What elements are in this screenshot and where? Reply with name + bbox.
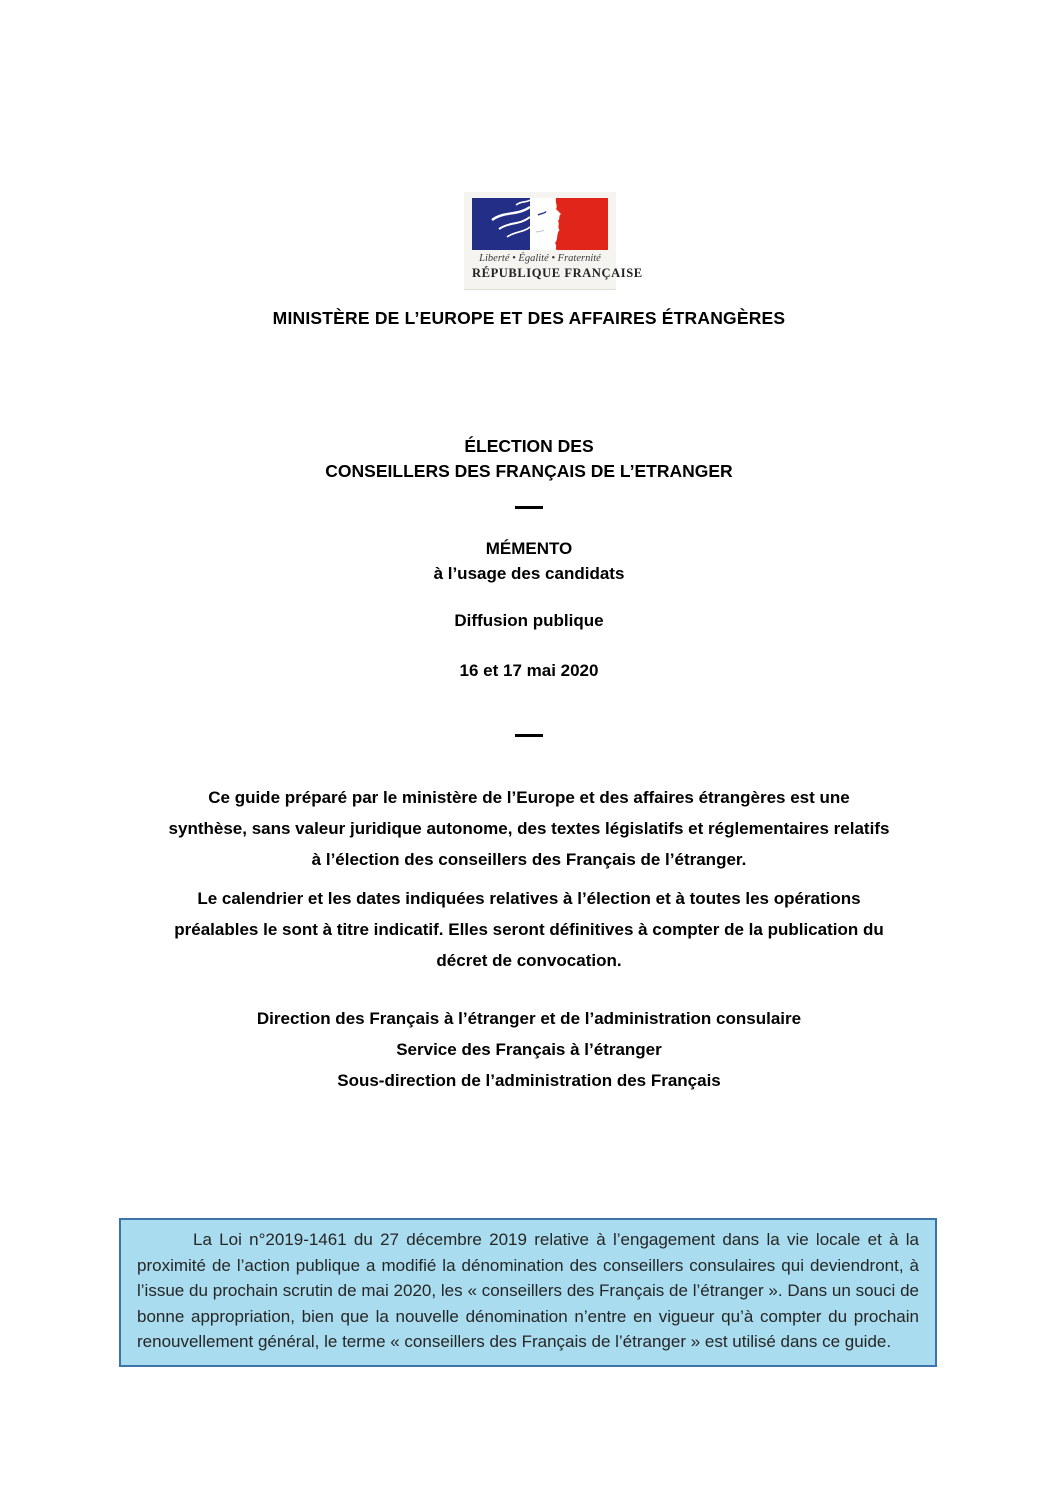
election-date: 16 et 17 mai 2020 <box>459 661 599 680</box>
intro-paragraph-1-line-2: synthèse, sans valeur juridique autonome, des textes législatifs et réglementaires relatifs <box>168 819 890 838</box>
notice-text: La Loi n°2019-1461 du 27 décembre 2019 relative à l’engagement dans la vie locale et à la proximité de l’action publique a modifié la dénomination des conseillers consulaires qui deviendront, à l’issue du prochain scrutin de mai 2020, les « conseillers des Français de l’étranger ». Dans un souci de bonne appropriation, bien que la nouvelle dénomination n’entre en vigueur qu’à compter du prochain renouvellement général, le terme « conseillers des Français de l’étranger » est utilisé dans ce guide. <box>137 1230 919 1351</box>
diffusion-label: Diffusion publique <box>454 611 604 630</box>
election-title <box>0 434 1058 484</box>
intro-paragraph-1-line-3: à l’élection des conseillers des Français de l’étranger. <box>311 850 747 869</box>
logo-republic-name: RÉPUBLIQUE FRANÇAISE <box>472 266 643 280</box>
direction-line-2: Service des Français à l’étranger <box>396 1040 662 1059</box>
memento-block <box>0 536 1058 586</box>
election-title-line1: ÉLECTION DES <box>464 436 594 456</box>
ministry-title: MINISTÈRE DE L’EUROPE ET DES AFFAIRES ÉTRANGÈRES <box>272 308 786 328</box>
intro-paragraph-1-line-1: Ce guide préparé par le ministère de l’Europe et des affaires étrangères est une <box>208 788 850 807</box>
memento-subtitle: à l’usage des candidats <box>433 564 625 583</box>
intro-paragraph-2-line-1: Le calendrier et les dates indiquées relatives à l’élection et à toutes les opérations <box>197 889 861 908</box>
intro-paragraph-2-line-2: préalables le sont à titre indicatif. Elles seront définitives à compter de la publication du <box>174 920 884 939</box>
marianne-flag-icon <box>472 198 608 250</box>
intro-paragraph-2-line-3: décret de convocation. <box>436 951 622 970</box>
intro-paragraph-1 <box>129 782 929 875</box>
intro-paragraph-2 <box>129 883 929 976</box>
notice-box <box>119 1218 937 1367</box>
logo-motto: Liberté • Égalité • Fraternité <box>479 253 601 264</box>
republique-francaise-logo <box>464 192 643 289</box>
memento-title: MÉMENTO <box>485 539 573 558</box>
election-title-line2: CONSEILLERS DES FRANÇAIS DE L’ETRANGER <box>325 461 733 481</box>
direction-line-3: Sous-direction de l’administration des Français <box>337 1071 721 1090</box>
direction-line-1: Direction des Français à l’étranger et de l’administration consulaire <box>256 1009 802 1028</box>
section-divider-dash-1 <box>515 506 543 509</box>
section-divider-dash-2 <box>515 734 543 737</box>
direction-block <box>129 1003 929 1096</box>
